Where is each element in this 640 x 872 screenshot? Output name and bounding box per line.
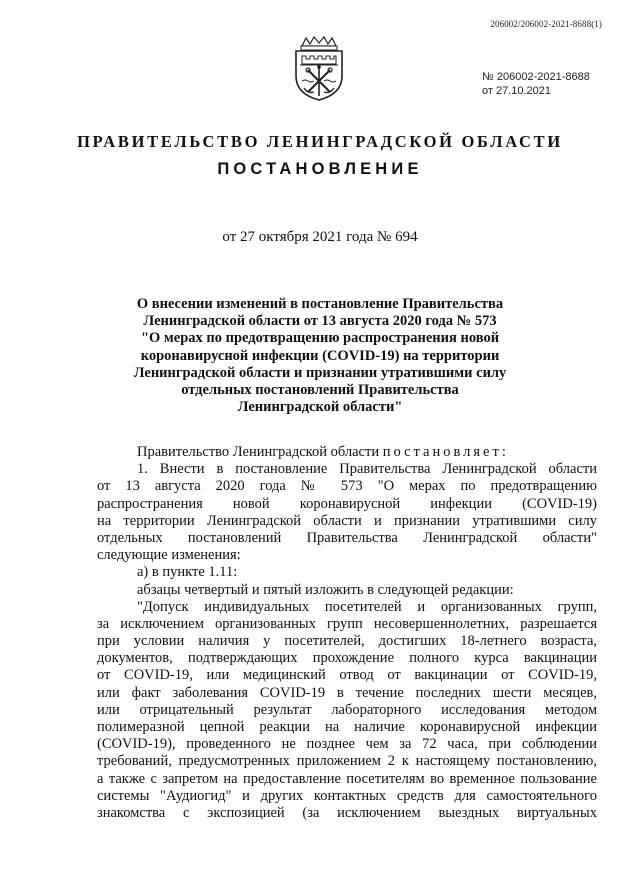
body-line: распространения новой коронавирусной инфекции (COVID-19) [97, 495, 597, 512]
coat-of-arms-icon [290, 36, 348, 102]
body-line: или факт заболевания COVID-19 в течение последних шести месяцев, [97, 684, 597, 701]
subject-line: О внесении изменений в постановление Правительства [136, 296, 504, 312]
registration-date: от 27.10.2021 [482, 85, 552, 97]
body-line: системы "Аудиогид" и других контактных средств для самостоятельного [97, 787, 597, 804]
body-line: 1. Внести в постановление Правительства Ленинградской области [137, 461, 597, 478]
body-line: при условии наличия у посетителей, достигших 18-летнего возраста, [97, 633, 597, 650]
body-line: а также с запретом на предоставление посетителям во временное пользование [97, 770, 597, 787]
document-subject [120, 296, 520, 416]
body-line: "Допуск индивидуальных посетителей и организованных групп, [137, 598, 597, 615]
body-line: следующие изменения: [97, 547, 241, 564]
document-type: ПОСТАНОВЛЕНИЕ [217, 160, 423, 178]
body-line: или отрицательный результат лабораторного исследования методом [97, 701, 597, 718]
body-line: документов, подтверждающих прохождение полного курса вакцинации [97, 650, 597, 667]
body-line: от COVID-19, или медицинский отвод от вакцинации от COVID-19, [97, 667, 597, 684]
document-date-number: от 27 октября 2021 года № 694 [222, 229, 418, 245]
intro-verb: постановляет: [382, 444, 509, 460]
body-line: отдельных постановлений Правительства Ленинградской области" [97, 529, 597, 546]
subject-line: коронавирусной инфекции (COVID-19) на территории [140, 347, 500, 364]
body-line: знакомства с экспозицией (за исключением выездных виртуальных [97, 804, 597, 821]
body-line: абзацы четвертый и пятый изложить в следующей редакции: [137, 581, 514, 598]
body-line: от 13 августа 2020 года № 573 "О мерах по предотвращению [97, 478, 597, 495]
registration-number: № 206002-2021-8688 [482, 71, 590, 83]
reference-code: 206002/206002-2021-8688(1) [490, 19, 602, 29]
subject-line: Ленинградской области" [237, 399, 403, 416]
government-title: ПРАВИТЕЛЬСТВО ЛЕНИНГРАДСКОЙ ОБЛАСТИ [77, 132, 563, 151]
body-line: за исключением организованных групп несовершеннолетних, разрешается [97, 615, 597, 632]
subject-line: "О мерах по предотвращению распространения новой [140, 330, 500, 347]
body-line: (COVID-19), проведенного не позднее чем за 72 часа, при соблюдении [97, 736, 597, 753]
intro-prefix: Правительство Ленинградской области [137, 444, 380, 460]
body-line: а) в пункте 1.11: [137, 564, 238, 581]
subject-line: Ленинградской области и признании утратившими силу [133, 364, 507, 381]
registration-stamp [482, 70, 590, 98]
subject-line: отдельных постановлений Правительства [181, 382, 459, 399]
body-line: полимеразной цепной реакции на наличие коронавирусной инфекции [97, 719, 597, 735]
body-line: требований, предусмотренных приложением 2 к настоящему постановлению, [97, 753, 597, 770]
subject-line: Ленинградской области от 13 августа 2020 года № 573 [143, 313, 497, 330]
document-body [97, 444, 597, 822]
body-line: на территории Ленинградской области и признании утратившими силу [97, 512, 597, 529]
intro-line [97, 444, 597, 461]
